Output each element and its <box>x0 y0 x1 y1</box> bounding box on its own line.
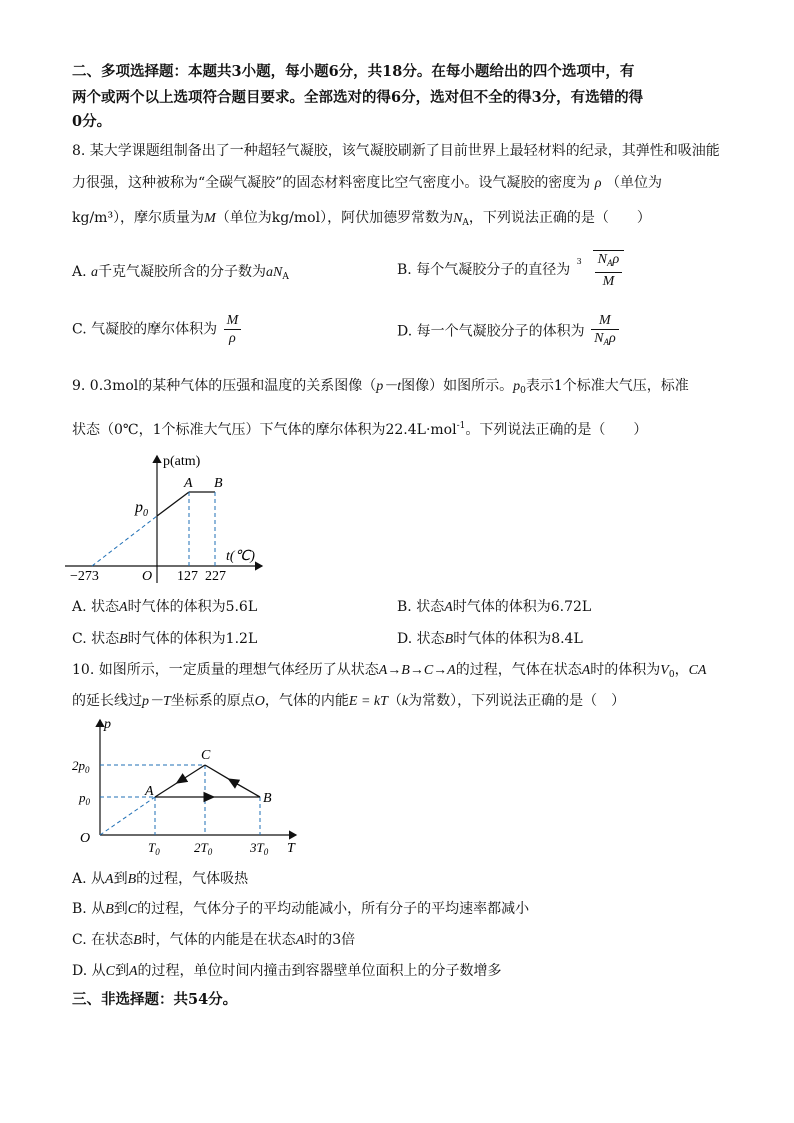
segment-p0-to-a <box>157 492 189 516</box>
ca-extension-dashed <box>100 797 155 835</box>
origin-label: O <box>142 569 153 584</box>
tick-2t0: $2T_0$ <box>194 840 213 857</box>
tick-2p0: $2p_0$ <box>72 758 90 775</box>
q8-line2: 力很强，这种被称为“全碳气凝胶”的固态材料密度比空气密度小。设气凝胶的密度为 ρ （单位为 <box>72 175 662 191</box>
q9-option-b: B. 状态A时气体的体积为6.72L <box>397 599 592 615</box>
q10-option-d: D. 从C到A的过程，单位时间内撞击到容器壁单位面积上的分子数增多 <box>72 963 502 979</box>
q10-pt-graph <box>70 716 310 864</box>
q9-option-d: D. 状态B时气体的体积为8.4L <box>397 631 583 647</box>
q9-pt-graph <box>60 448 280 588</box>
section2-line2: 两个或两个以上选项符合题目要求。全部选对的得6分，选对但不全的得3分，有选错的得 <box>72 89 644 106</box>
section3-title: 三、非选择题：共54分。 <box>72 991 238 1008</box>
tick-127: 127 <box>177 569 198 584</box>
q9-option-a: A. 状态A时气体的体积为5.6L <box>72 599 258 615</box>
point-a-label: A <box>145 784 154 799</box>
p0-label: $p_0$ <box>135 499 148 519</box>
q8-line3: kg/m³），摩尔质量为M（单位为kg/mol），阿伏加德罗常数为$N_A$，下列说法正确的是（ ） <box>72 210 651 228</box>
q9-line2: 状态（0℃，1个标准大气压）下气体的摩尔体积为22.4L·mol$^{-1}$。下列说法正确的是（ ） <box>72 421 648 438</box>
cube-root: 3 $\frac{N_A\rho}{M}$ <box>575 250 625 290</box>
molar-mass-unit: kg/mol <box>271 210 321 226</box>
q8-option-a: A. a千克气凝胶所含的分子数为$aN_A$ <box>72 264 289 282</box>
tick-p0: $p_0$ <box>79 790 90 807</box>
point-b-label: B <box>214 476 223 491</box>
tick-227: 227 <box>205 569 226 584</box>
q9-line1: 9. 0.3mol的某种气体的压强和温度的关系图像（p－t图像）如图所示。$p_0$表示1个标准大气压，标准 <box>72 378 689 396</box>
section2-line1: 二、多项选择题：本题共3小题，每小题6分，共18分。在每小题给出的四个选项中，有 <box>72 63 635 80</box>
y-label: p <box>104 717 111 732</box>
point-a-label: A <box>184 476 193 491</box>
density-unit: kg/m³ <box>72 210 114 226</box>
q10-line2: 的延长线过p－T坐标系的原点O，气体的内能E = kT（k为常数），下列说法正确的是（ ） <box>72 693 626 709</box>
q8-option-d: D. 每一个气凝胶分子的体积为 $\frac{M}{N_A\rho}$ <box>397 312 621 351</box>
extrapolation-dashed <box>92 516 157 566</box>
point-b-label: B <box>263 791 272 806</box>
x-label: t(℃) <box>226 549 255 564</box>
q8-line1: 8. 某大学课题组制备出了一种超轻气凝胶，该气凝胶刷新了目前世界上最轻材料的纪录，其弹性和吸油能 <box>72 143 720 159</box>
q10-option-b: B. 从B到C的过程，气体分子的平均动能减小，所有分子的平均速率都减小 <box>72 901 530 917</box>
tick-3t0: $3T_0$ <box>250 840 269 857</box>
x-label: T <box>287 841 295 856</box>
q8-option-c: C. 气凝胶的摩尔体积为 $\frac{M}{\rho}$ <box>72 312 243 347</box>
tick-neg-273: −273 <box>70 569 99 584</box>
y-label: p(atm) <box>163 454 201 469</box>
q8-option-b: B. 每个气凝胶分子的直径为 3 $\frac{N_A\rho}{M}$ <box>397 250 624 290</box>
point-c-label: C <box>201 748 211 763</box>
q10-option-c: C. 在状态B时，气体的内能是在状态A时的3倍 <box>72 932 356 948</box>
rho-symbol: ρ <box>594 176 602 191</box>
q10-option-a: A. 从A到B的过程，气体吸热 <box>72 871 249 887</box>
q10-line1: 10. 如图所示，一定质量的理想气体经历了从状态A→B→C→A的过程，气体在状态A时的体积为$V_0$，CA <box>72 662 707 680</box>
origin-label: O <box>80 831 91 846</box>
path-c-to-a <box>155 765 205 797</box>
tick-t0: $T_0$ <box>148 840 160 857</box>
path-b-to-c <box>205 765 260 797</box>
q9-option-c: C. 状态B时气体的体积为1.2L <box>72 631 258 647</box>
section2-line3: 0分。 <box>72 113 112 130</box>
